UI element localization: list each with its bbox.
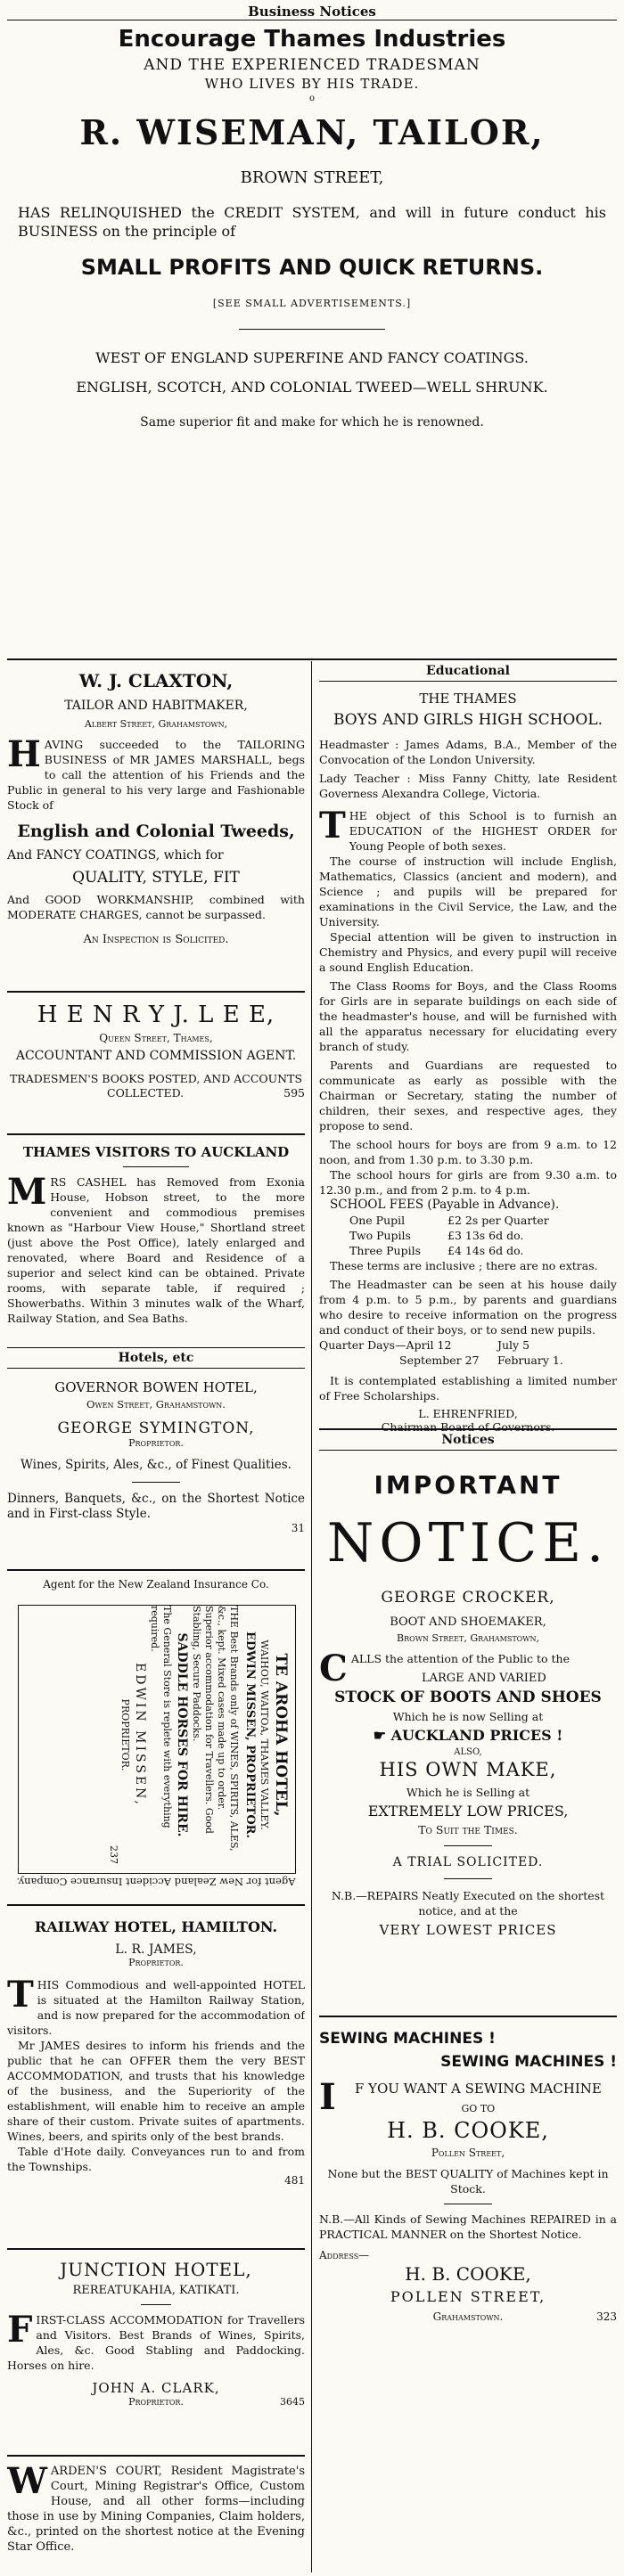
quarter-day-2: July 5 [497, 1338, 530, 1352]
cashel-body: RS CASHEL has Removed from Exonia House, Hobson street, to the more convenient and commodious premises known as "Harbour View House," Shortland street (just above the Post Office), lately enlarged and renovated, where Board and Residence of a superior and select kind can be obtained. Private rooms, with separate table, if required ; Showerbaths. Within 3 minutes walk of the Wharf, Railway Station, and Sea Baths. [7, 1175, 305, 1325]
school-p7: The school hours for girls are from 9.30 a.m. to 12.30 p.m., and from 2 p.m. to 4 p.m. [319, 1168, 617, 1197]
junction-place: REREATUKAHIA, KATIKATI. [72, 2284, 240, 2297]
crocker-low-prices: EXTREMELY LOW PRICES, [367, 1803, 569, 1820]
junction-name: JUNCTION HOTEL, [60, 2259, 252, 2280]
school-p8: The Headmaster can be seen at his house daily from 4 p.m. to 5 p.m., by parents and guardians who desire to receive information on the progress and conduct of their boys, or to send new pupils. [319, 1278, 617, 1337]
crocker-addr: Brown Street, Grahamstown, [397, 1632, 539, 1644]
fee-2-value: £3 13s 6d do. [447, 1229, 524, 1242]
lee-number: 595 [283, 1086, 305, 1100]
bowen-prop: GEORGE SYMINGTON, [57, 1419, 255, 1437]
crocker-which-2: Which he is Selling at [406, 1786, 530, 1799]
school-chairman: Chairman Board of Governors. [381, 1420, 555, 1434]
claxton-quality: QUALITY, STYLE, FIT [72, 869, 240, 887]
wiseman-slogan: SMALL PROFITS AND QUICK RETURNS. [80, 255, 544, 280]
crocker-suit: To Suit the Times. [418, 1823, 518, 1836]
crocker-also: ALSO, [454, 1747, 482, 1757]
junction-number: 3645 [280, 2396, 305, 2408]
lee-advert [7, 1002, 305, 1135]
crocker-stock: STOCK OF BOOTS AND SHOES [334, 1689, 602, 1706]
warden-advert [7, 2460, 305, 2555]
claxton-addr: Albert Street, Grahamstown, [84, 718, 228, 730]
wiseman-see: [SEE SMALL ADVERTISEMENTS.] [212, 298, 412, 309]
cashel-advert [7, 1144, 305, 1347]
crocker-name: GEORGE CROCKER, [381, 1589, 555, 1607]
wiseman-street: BROWN STREET, [240, 168, 384, 187]
warden-dropcap: W [7, 2460, 47, 2502]
school-signature: L. EHRENFRIED, [418, 1407, 518, 1420]
school-p5: Parents and Guardians are requested to communicate as early as possible with the Chairman or Secretary, stating the number of children, their sexes, and respective ages, they propose to send. [319, 1059, 617, 1133]
bowen-wines: Wines, Spirits, Ales, &c., of Finest Qualities. [21, 1458, 291, 1472]
railway-number: 481 [284, 2174, 305, 2187]
wiseman-headline: Encourage Thames Industries [118, 26, 506, 53]
railway-advert [7, 1918, 305, 2250]
crocker-which: Which he is now Selling at [392, 1710, 544, 1723]
school-p6: The school hours for boys are from 9 a.m. to 12 noon, and from 1.30 p.m. to 3.30 p.m. [319, 1138, 617, 1166]
aroha-agent-bottom: Agent for New Zealand Accident Insurance Company. [16, 1876, 296, 1888]
cooke-want: F YOU WANT A SEWING MACHINE [354, 2081, 602, 2097]
column-divider [311, 661, 312, 2572]
junction-prop: JOHN A. CLARK, [92, 2380, 220, 2396]
wiseman-body: HAS RELINQUISHED the CREDIT SYSTEM, and will in future conduct his BUSINESS on the principle of [18, 204, 606, 240]
right-column [319, 661, 617, 2572]
school-p4: The Class Rooms for Boys, and the Class Rooms for Girls are in separate buildings on each side of the headmaster's house, and will be furnished with all the apparatus necessary for elucidating every branch of study. [319, 979, 617, 1053]
junction-advert [7, 2259, 305, 2457]
aroha-sig: EDWIN MISSEN, [133, 1663, 147, 1807]
aroha-store: The General Store is replete with everything required. [149, 1606, 173, 1828]
cooke-address-label: Address— [319, 2249, 370, 2261]
aroha-saddle: SADDLE HORSES FOR HIRE. [175, 1632, 189, 1837]
wiseman-line-2: ENGLISH, SCOTCH, AND COLONIAL TWEED—WELL SHRUNK. [76, 379, 548, 396]
claxton-body: AVING succeeded to the TAILORING BUSINESS of MR JAMES MARSHALL, begs to call the attention of his Friends and the Public in general to his very large and Fashionable Stock of [7, 738, 305, 812]
cooke-none: None but the BEST QUALITY of Machines kept in Stock. [327, 2167, 609, 2196]
fee-1-label: One Pupil [349, 1214, 406, 1227]
railway-proprietor: Proprietor. [128, 1957, 184, 1968]
bowen-name: GOVERNOR BOWEN HOTEL, [54, 1379, 258, 1395]
railway-body-2: Mr JAMES desires to inform his friends and the public that he can OFFER them the very BEST ACCOMMODATION, and trusts that his knowledge of the business, and the Superiority of the establishment, will enable him to receive an ample share of their custom. Private suites of apartments. Wines, beers, and spirits only of the best brands. [7, 2039, 305, 2143]
cooke-nb: N.B.—All Kinds of Sewing Machines REPAIRED in a PRACTICAL MANNER on the Shortest Notice. [319, 2212, 617, 2241]
aroha-sig-title: PROPRIETOR. [119, 1698, 131, 1771]
bowen-advert [7, 1379, 305, 1571]
left-column [7, 661, 305, 2572]
aroha-proprietor-name: EDWIN MISSEN, PROPRIETOR. [243, 1631, 257, 1839]
school-terms: These terms are inclusive ; there are no extras. [330, 1259, 598, 1272]
quarter-day-3: September 27 [399, 1353, 480, 1367]
aroha-agent-top: Agent for the New Zealand Insurance Co. [43, 1578, 269, 1591]
fee-3-label: Three Pupils [349, 1244, 422, 1257]
crocker-important: IMPORTANT [374, 1470, 562, 1500]
claxton-good: And GOOD WORKMANSHIP, combined with MODERATE CHARGES, cannot be surpassed. [7, 893, 305, 921]
school-headmaster: Headmaster : James Adams, B.A., Member of the Convocation of the London University. [319, 738, 617, 766]
fee-2-label: Two Pupils [349, 1229, 411, 1242]
aroha-place: WAIHOU, WAITOA, THAMES VALLEY. [259, 1640, 270, 1830]
school-p3: Special attention will be given to instruction in Chemistry and Physics, and every pupil will receive a sound English Education. [319, 930, 617, 974]
aroha-rotated-box [18, 1605, 296, 1874]
junction-proprietor: Proprietor. [128, 2396, 184, 2408]
cooke-sewing-2: SEWING MACHINES ! [440, 2053, 617, 2071]
bowen-number: 31 [291, 1522, 305, 1534]
crocker-advert [319, 1470, 617, 2017]
cooke-name-2: H. B. COOKE, [405, 2263, 531, 2285]
lee-books: TRADESMEN'S BOOKS POSTED, AND ACCOUNTS COLLECTED. [9, 1072, 303, 1100]
cooke-goto: GO TO [461, 2103, 496, 2114]
school-name-1: THE THAMES [419, 691, 517, 707]
school-p2: The course of instruction will include English, Mathematics, Classics (ancient and modern), and Science ; and pupils will be prepared for examinations in the Civil Service, the Law, and the University. [319, 855, 617, 928]
notices-section-header: Notices [319, 1430, 617, 1451]
quarter-day-4: February 1. [497, 1353, 563, 1367]
cooke-number: 323 [596, 2310, 617, 2323]
wiseman-advert [7, 20, 617, 660]
quarter-days [319, 1337, 617, 1368]
cooke-town: Grahamstown. [432, 2310, 504, 2323]
cashel-title: THAMES VISITORS TO AUCKLAND [22, 1144, 290, 1160]
aroha-brands: THE Best Brands only of WINES, SPIRITS, ALES, &c., kept. Mixed cases made up to order. [216, 1606, 240, 1852]
cooke-dropcap: I [319, 2076, 336, 2118]
wiseman-name: R. WISEMAN, TAILOR, [79, 112, 545, 152]
hotels-section-header: Hotels, etc [7, 1347, 305, 1369]
quarter-day-1: Quarter Days—April 12 [319, 1338, 452, 1352]
crocker-trial: A TRIAL SOLICITED. [392, 1855, 544, 1869]
cooke-name: H. B. COOKE, [387, 2118, 549, 2143]
ornament: o [308, 94, 316, 103]
school-name-2: BOYS AND GIRLS HIGH SCHOOL. [333, 711, 603, 729]
wiseman-line-1: WEST OF ENGLAND SUPERFINE AND FANCY COATINGS. [95, 349, 529, 366]
claxton-name: W. J. CLAXTON, [78, 670, 234, 691]
bowen-proprietor: Proprietor. [128, 1437, 184, 1449]
crocker-lowest: VERY LOWEST PRICES [379, 1922, 557, 1938]
claxton-dropcap: H [7, 733, 41, 775]
lee-addr: Queen Street, Thames, [99, 1032, 213, 1044]
cooke-street: Pollen Street, [431, 2147, 505, 2159]
crocker-nb: N.B.—REPAIRS Neatly Executed on the shortest notice, and at the [331, 1889, 605, 1918]
educational-section-header: Educational [319, 661, 617, 682]
lee-trade: ACCOUNTANT AND COMMISSION AGENT. [15, 1049, 297, 1063]
aroha-advert [7, 1578, 305, 1906]
aroha-title: TE AROHA HOTEL, [272, 1653, 290, 1817]
junction-body: IRST-CLASS ACCOMMODATION for Travellers and Visitors. Best Brands of Wines, Spirits, Ales, &c. Good Stabling and Paddocking. Horses on hire. [7, 2313, 305, 2372]
railway-dropcap: T [7, 1974, 34, 2016]
cooke-street-2: POLLEN STREET, [390, 2288, 546, 2305]
railway-name: RAILWAY HOTEL, HAMILTON. [34, 1918, 278, 1935]
crocker-dropcap: C [319, 1648, 348, 1689]
fees-table [319, 1213, 617, 1258]
claxton-fancy: And FANCY COATINGS, which for [7, 848, 224, 863]
lee-name: H E N R Y J. L E E, [37, 1002, 275, 1028]
crocker-large: LARGE AND VARIED [421, 1672, 546, 1685]
fee-1-value: £2 2s per Quarter [447, 1214, 549, 1227]
railway-body-1: HIS Commodious and well-appointed HOTEL is situated at the Hamilton Railway Station, and is now prepared for the accommodation of visitors. [7, 1978, 305, 2037]
aroha-number: 237 [108, 1845, 119, 1864]
crocker-calls: ALLS the attention of the Public to the [350, 1652, 570, 1665]
claxton-advert [7, 670, 305, 993]
crocker-notice: NOTICE. [326, 1512, 610, 1574]
warden-body: ARDEN'S COURT, Resident Magistrate's Court, Mining Registrar's Office, Custom House, and all other forms—including those in use by Mining Companies, Claim holders, &c., printed on the shortest notice at the Evening Star Office. [7, 2465, 305, 2554]
bowen-dinners: Dinners, Banquets, &c., on the Shortest Notice and in First-class Style. [7, 1492, 305, 1521]
school-advert [319, 691, 617, 1434]
bowen-addr: Owen Street, Grahamstown. [86, 1398, 226, 1411]
wiseman-subhead: AND THE EXPERIENCED TRADESMAN [144, 56, 480, 74]
wiseman-line-3: Same superior fit and make for which he is renowned. [140, 415, 484, 429]
claxton-tweeds: English and Colonial Tweeds, [17, 822, 295, 841]
aroha-accommodation: Superior accommodation for Travellers. Good Stabling, Secure Paddocks. [191, 1606, 215, 1834]
school-lady-teacher: Lady Teacher : Miss Fanny Chitty, late Resident Governess Alexandra College, Victoria. [319, 772, 617, 800]
crocker-auckland: ☛ AUCKLAND PRICES ! [373, 1727, 563, 1744]
school-fees-title: SCHOOL FEES (Payable in Advance). [330, 1198, 560, 1212]
crocker-trade: BOOT AND SHOEMAKER, [390, 1615, 546, 1629]
railway-prop: L. R. JAMES, [115, 1942, 197, 1957]
crocker-own-make: HIS OWN MAKE, [379, 1759, 557, 1780]
school-p1: HE object of this School is to furnish an EDUCATION of the HIGHEST ORDER for Young People of both sexes. [349, 809, 617, 853]
page-header: Business Notices [248, 4, 376, 20]
cooke-advert [319, 2030, 617, 2323]
claxton-trade: TAILOR AND HABITMAKER, [64, 699, 248, 713]
cashel-dropcap: M [7, 1171, 47, 1213]
cooke-sewing-1: SEWING MACHINES ! [319, 2030, 496, 2048]
railway-body-3: Table d'Hote daily. Conveyances run to and from the Townships. [7, 2145, 305, 2173]
school-dropcap: T [319, 805, 346, 846]
school-p9: It is contemplated establishing a limited number of Free Scholarships. [319, 1374, 617, 1402]
two-columns [7, 661, 617, 2572]
junction-dropcap: F [7, 2309, 33, 2351]
fee-3-value: £4 14s 6d do. [447, 1244, 524, 1257]
claxton-invite: An Inspection is Solicited. [83, 933, 229, 946]
wiseman-subhead-2: WHO LIVES BY HIS TRADE. [204, 76, 420, 92]
